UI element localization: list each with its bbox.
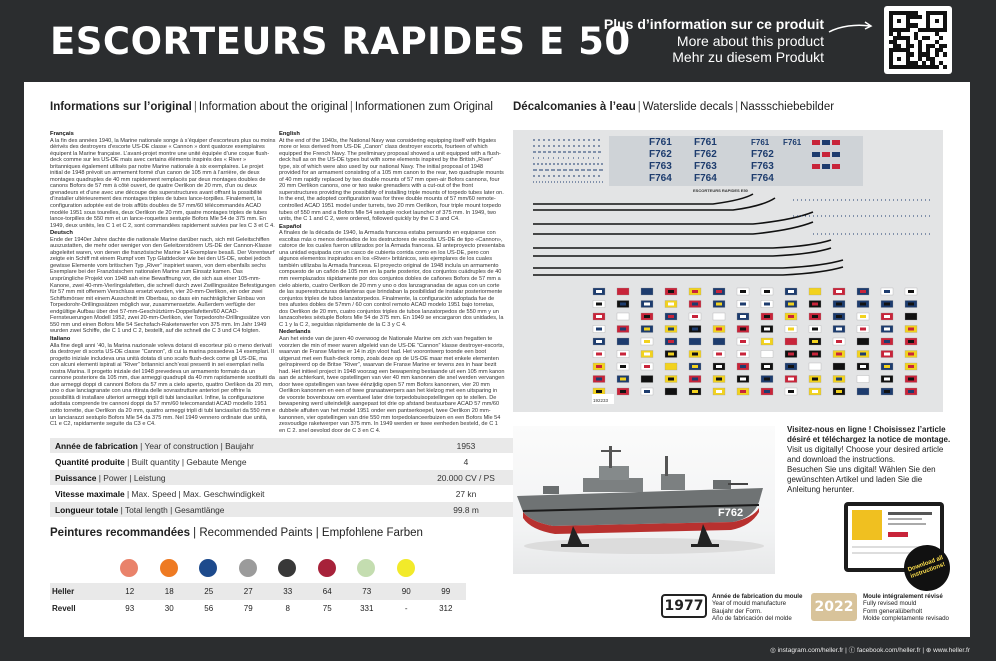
revell-paint-row: Revell 93 30 56 79 8 75 331 - 312: [50, 600, 466, 617]
download-instructions-badge[interactable]: Download all instructions!: [898, 539, 957, 598]
paint-code: 18: [164, 587, 174, 596]
footer-social-links: ◎ instagram.com/heller.fr | ⓕ facebook.com/heller.fr | ⊕ www.heller.fr: [770, 647, 970, 654]
decal-hull-number: F761: [751, 138, 770, 147]
paint-swatch: [357, 559, 375, 577]
decal-hull-number: F764: [649, 173, 672, 184]
spec-table: [50, 438, 516, 518]
spec-row: Longueur totale | Total length | Gesamtlänge 99.8 m: [50, 502, 516, 518]
decal-hull-number: F763: [649, 161, 672, 172]
paint-swatch: [120, 559, 138, 577]
spec-row: Vitesse maximale | Max. Speed | Max. Geschwindigkeit 27 kn: [50, 486, 516, 502]
decal-sheet-illustration: [513, 130, 943, 412]
arrow-right-icon: [828, 20, 874, 36]
ship-hull-number: F762: [718, 507, 744, 519]
description-column-right: English At the end of the 1940s, the National Navy was considering equipping itself with frigates more or less derived from US-DE „Canon“ class destroyer escorts, fourteen of which equipped the French Navy. The preliminary proposal showed a unit equipped with a flush-deck hull as on the US-DE types but with some elements inspired by the British „River“ type, six of which were also used by our national Navy. The initial proposal of 1948 provided for an armament consisting of a 105 mm canon to the rear, two quadruple mounts of 40 mm rapidly replaced by two double mounts of 57 mm open-air Bofors cannons, four 20 mm Oerlikon canons, one or two wake grenadiers with a cut-out of the front superstructures providing the possibility of installing triple mounts of torpedo tubes later on. In the end, the adopted configuration was for three double mounts of 57 mm/60 remote-controlled ACAD 1951 model under turrets, two 20 mm Oerlikon, four triple mount torpedo tubes of 550 mm and a Bofors Mle 54 sextuple rocket launcher of 375 mm. In 1949, two units, the C 1 and C 2, were ordered, followed quickly by the C 3 and C4. Español A finales de la década de 1940, la Armada francesa estaba pensando en equiparse con escoltas más o menos derivados de los destructores de escolta US-DE de tipo «Cannon», catorce de los cuales fueron utilizados por la Armada francesa. El anteproyecto presentaba una unidad equipada con un casco de cubierta corrida como en los US-DE, pero con algunos elementos inspirados en los «River» británicos, seis ejemplares de los cuales también utilizaba la Armada francesa. El proyecto original de 1948 incluía un armamento compuesto de un cañón de 105 mm en la parte posterior, dos conjuntos cuádruples de 40 mm reemplazados rápidamente por dos conjuntos dobles de cañones Bofors de 57 mm a cielo abierto, cuatro Oerlikon de 20 mm y uno o dos lanzagranadas de agua con un corte de las superestructuras delanteras que brindaban la posibilidad de instalar posteriormente conjuntos triples de tubos lanzatorpedos. Finalmente, la configuración adoptada fue de tres afustes dobles de 57mm / 60 con control remoto ACAD modelo 1951 bajo torretas, dos Oerlikon de 20 mm, cuatro conjuntos triples de tubos lanzatorpedos de 550 mm y un lanzacohetes séxtuple Bofors Mle 54 de 375 mm. En 1949 se encargaron dos unidades, la C 1 y la C 2, seguidas rápidamente de la C 3 y C 4. Nederlands Aan het einde van de jaren 40 overwoog de Nationale Marine om zich van fregatten te voorzien die min of meer waren afgeleid van de US-DE “Cannon” klasse destroyer-escorts, waarvan de Franse Marine er 14 in zijn vloot had. Het voorontwerp toonde een boot uitgerust met een flush-deck romp, zoals deze op de US-DE maar met enkele elementen geïnspireerd op de Britse “River”, waarvan de Franse Marine er tevens zes in haar bezit had. Het initieel project in 1948 voorzag een bewapening bestaande uit een 105 mm kanon aan de achterkant, twee opstellingen van vier 40 mm kanonnen die snel werden vervangen door twee opstellingen van twee éénzijdig open 57 mm Bofors kanonnen, vier 20 mm Oerlikon kanonnen en een of twee granaatwerpers aan het kielzog met een uitsparing in de voorste bovenbouw om eventueel later drie torpedobuisopstellingen op te stellen. De bewapening werd uiteindelijk aangepast tot drie op afstand bestuurbare ACAD 57 mm/60 dubbele affuiten van het model 1951 onder een pantserkoepel, twee Oerlikon 20 mm-kanonnen, vier opstellingen van drie 550 mm torpedolanceerbuizen en een Bofors Mle 54 zesvoudige raketwerper van 375 mm. In 1949 werden er twee eenheden besteld, de C 1 en C 2, snel gevolgd door de C 3 en C 4.: [279, 131, 505, 432]
paints-title: Peintures recommandées | Recommended Paints | Empfohlene Farben: [50, 527, 423, 539]
paint-swatch: [239, 559, 257, 577]
paint-code: 56: [204, 604, 214, 613]
instagram-icon: ◎: [770, 647, 776, 654]
revised-mould-text: Moule intégralement révisé Fully revised mould Form generalüberholt Molde completamente revisado: [863, 593, 949, 623]
original-section-title: Informations sur l’original | Information about the original | Informationen zum Original: [50, 101, 493, 113]
paint-code: 73: [362, 587, 372, 596]
mould-year-text: Année de fabrication du moule Year of mould manufacture Baujahr der Form. Año de fabricación del molde: [712, 593, 803, 623]
visit-online-text: Visitez-nous en ligne ! Choisissez l’article désiré et téléchargez la notice de montage. Visit us digitally! Choose your desired article and download the instructions. Besuchen Sie uns digital! Wählen Sie den gewünschten Artikel und laden Sie die Anleitung herunter.: [787, 425, 951, 494]
paint-code: 90: [401, 587, 411, 596]
paint-code: 75: [322, 604, 332, 613]
decal-sheet-ref: 192233: [593, 398, 609, 403]
paint-code: 8: [285, 604, 290, 613]
more-info-block[interactable]: [604, 16, 824, 65]
decal-hull-number: F761: [649, 137, 672, 148]
page-title: ESCORTEURS RAPIDES E 50: [50, 20, 631, 63]
facebook-link[interactable]: facebook.com/heller.fr: [856, 647, 921, 654]
paint-code: 25: [204, 587, 214, 596]
website-link[interactable]: www.heller.fr: [933, 647, 970, 654]
paint-code: 79: [243, 604, 253, 613]
more-info-fr: Plus d’information sur ce produit: [603, 16, 824, 32]
paint-swatch: [318, 559, 336, 577]
decal-hull-number: F763: [694, 161, 717, 172]
decals-section-title: Décalcomanies à l’eau | Waterslide decals | Nassschiebebilder: [513, 101, 835, 113]
facebook-icon: ⓕ: [848, 647, 856, 654]
decal-hull-number: F762: [751, 149, 774, 160]
paint-swatch: [199, 559, 217, 577]
mould-year-badge: 1977: [661, 594, 707, 618]
revised-mould-badge: 2022: [811, 593, 857, 621]
paint-code: 99: [441, 587, 451, 596]
decal-hull-number: F762: [649, 149, 672, 160]
decal-hull-number: F761: [694, 137, 717, 148]
paint-swatch: [278, 559, 296, 577]
paint-code: 33: [283, 587, 293, 596]
decal-hull-number: F762: [694, 149, 717, 160]
spec-row: Puissance | Power | Leistung 20.000 CV / PS: [50, 470, 516, 486]
paint-code: 331: [360, 604, 374, 613]
ship-model-illustration: [513, 426, 775, 574]
decal-hull-number: F764: [694, 173, 717, 184]
decal-hull-number: F763: [751, 161, 774, 172]
main-panel: [24, 82, 970, 637]
description-column-left: Français A la fin des années 1940, la Marine nationale songe à s’équiper d’escorteurs plus ou moins dérivés des destroyers d’escorte US-DE classe « Cannon » dont quatorze exemplaires équipent la Marine française. L’avant-projet montre une unité équipée d’une coque flush-deck comme sur les US-DE mais avec certains éléments inspirés des « River » britanniques également utilisés par notre Marine nationale à six exemplaires. Le projet initial de 1948 prévoit un armement formé d’un canon de 105 mm à l’arrière, de deux montages quadruples de 40 mm rapidement remplacés par deux montages doubles de canons Bofors de 57 mm à côté ouvert, de quatre Oerlikon de 20 mm, d’un ou deux grenadeurs et d’une avec une découpe des superstructures avant offrant la possibilité d’installer ultérieurement des montages triples de tubes lance-torpilles. Finalement, la configuration adoptée est de trois affûts doubles de 57 mm/60 télécommandés ACAD modèle 1951 sous tourelles, deux Oerlikon de 20 mm, quatre montages triples de tubes lance-torpilles de 550 mm et un lance-roquettes sextuple Bofors Mle 54 de 375 mm. En 1949, deux unités, les C 1 et C 2, sont commandées rapidement suivies par les C 3 et C 4. Deutsch Ende der 1940er Jahre dachte die nationale Marine darüber nach, sich mit Geleitschiffen auszustatten, die mehr oder weniger von den Geleitzerstörern US-DE der Cannon-Klasse abgeleitet waren, von denen die französische Marine 14 Exemplare besaß. Der Vorentwurf zeigte ein Schiff mit einem Rumpf vom Typ Glattdecker wie bei den US-DE, wobei jedoch gewisse Elemente vom britischen Typ „River“ inspiriert waren, von dem ebenfalls sechs Exemplare bei der Französischen nationalen Marine zum Einsatz kamen. Das ursprüngliche Projekt von 1948 sah eine Bewaffnung vor, die sich aus einer 105-mm-Kanone, zwei 40-mm-Vierlingslafetten, die schnell durch zwei Zwillingssätze Befestigungen für 57 mm mit offenem Verschluss ersetzt wurden, vier 20-mm-Oerlikon, ein oder zwei Schiffsmörser mit einem Ausschnitt im Oberbau, so dass ein nachträglicher Einbau von Torpedorohr-Drillingssätzen möglich war, zusammensetzte. Außerdem verfügte der endgültige Aufbau über drei 57-mm-Geschütztürm-Doppellafetten/60 ACAD-Fernsteuerungen Modell 1952, zwei 20-mm-Oerlikon, vier Torpedorohr-Drillingssätze von 550 mm und einen Bofors Mle 54 Sechsfach-Raketenwerfer von 375 mm. Im Jahr 1949 wurden zwei Schiffe, die C 1 und C 2, bestellt, auf die schnell die C 3 und C4 folgten. Italiano Alla fine degli anni ’40, la Marina nazionale voleva dotarsi di escorteur più o meno derivati da destroyer di scorta US-DE classe “Cannon”, di cui la marina possedeva 14 esemplari. Il progetto iniziale includeva una unità dotata di uno scafo flush-deck come gli US-DE, ma con alcuni elementi ispirati ai “River” britannici anch’essi presenti in sei esemplari nella nostra Marina. Il progetto iniziale del 1948 prevedeva un armamento formato da un cannone posteriore da 105 mm, due armeggi quadrupli da 40 mm rapidamente sostituiti da due armeggi doppi di cannoni Bofors da 57 mm a cielo aperto, quattro Oerlikon da 20 mm, uno o due lanciagranate con una ritirata delle sovrastrutture anteriori per offrire la possibilità di installare ulteriori armeggi tripli di tubi lanciasiluri. Infine, la configurazione adottata comprende tre cannoni doppi da 57 mm/60 telecomandati ACAD modello 1951 sotto torrette, due Oerlikon da 20 mm, quattro armeggi tripli di tubi lanciasiluri da 550 mm e un lanciarazzi sestuplo Bofors Mle 54 da 375 mm. Nel 1949 vennero ordinate due unità, C1 e C2, rapidamente seguite da C3 e C4.: [50, 131, 276, 428]
decal-sheet-image: [513, 130, 943, 412]
globe-icon: ⊕: [925, 647, 932, 654]
decal-sheet-caption: ESCORTEURS RAPIDES E50: [693, 188, 748, 193]
paint-code: 312: [439, 604, 453, 613]
paint-code: 64: [322, 587, 332, 596]
qr-code[interactable]: [884, 6, 952, 74]
paint-code: -: [404, 604, 408, 613]
instagram-link[interactable]: instagram.com/heller.fr: [777, 647, 844, 654]
heller-paint-row: Heller 12 18 25 27 33 64 73 90 99: [50, 583, 466, 600]
paint-code: 12: [125, 587, 135, 596]
paint-swatch: [397, 559, 415, 577]
spec-row: Année de fabrication | Year of construction | Baujahr 1953: [50, 438, 516, 454]
spec-row: Quantité produite | Built quantity | Gebaute Menge 4: [50, 454, 516, 470]
decal-hull-number: F761: [783, 138, 802, 147]
more-info-en: More about this product: [676, 33, 824, 49]
ship-model-photo: [513, 426, 775, 574]
paint-code: 27: [243, 587, 253, 596]
more-info-de: Mehr zu diesem Produkt: [672, 49, 824, 65]
paint-code: 93: [125, 604, 135, 613]
paint-swatch: [160, 559, 178, 577]
paint-code: 30: [164, 604, 174, 613]
decal-hull-number: F764: [751, 173, 774, 184]
